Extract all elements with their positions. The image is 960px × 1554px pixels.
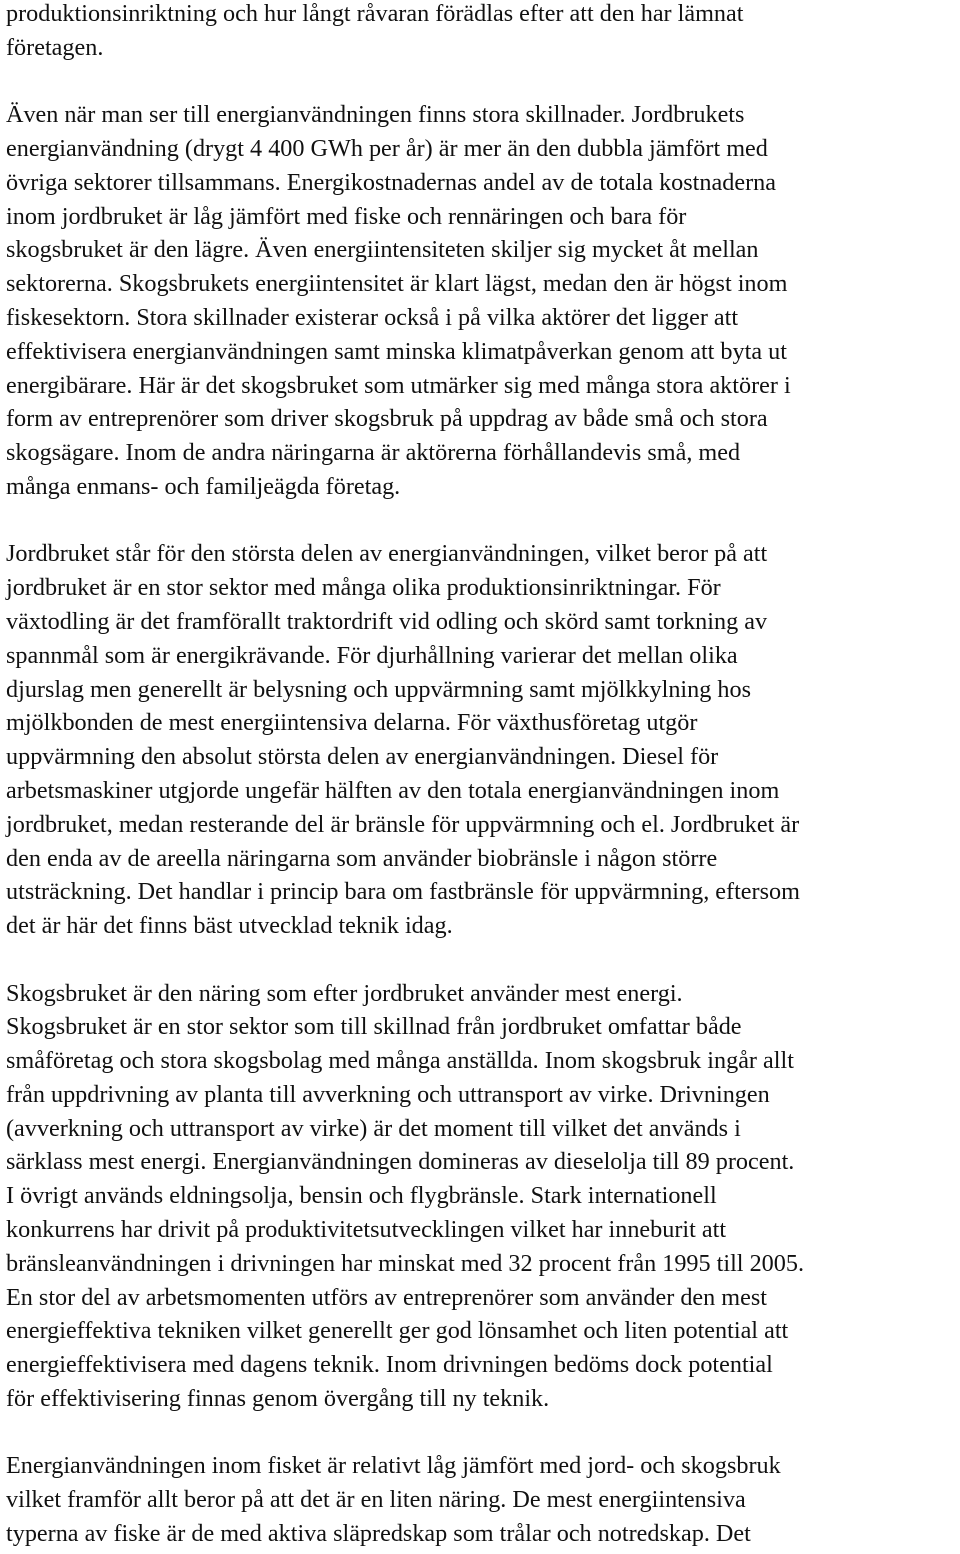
paragraph-energy-use-differences: Även när man ser till energianvändningen finns stora skillnader. Jordbrukets energianvändning (drygt 4 400 GWh per år) är mer än den dubbla jämfört med övriga sektorer tillsammans. Energikostnadernas andel av de totala kostnaderna inom jordbruket är låg jämfört med fiske och rennäringen och bara för skogsbruket är den lägre. Även energiintensiteten skiljer sig mycket åt mellan sektorerna. Skogsbrukets energiintensitet är klart lägst, medan den är högst inom fiskesektorn. Stora skillnader existerar också i på vilka aktörer det ligger att effektivisera energianvändningen samt minska klimatpåverkan genom att byta ut energibärare. Här är det skogsbruket som utmärker sig med många stora aktörer i form av entreprenörer som driver skogsbruk på uppdrag av både små och stora skogsägare. Inom de andra näringarna är aktörerna förhållandevis små, med många enmans- och familjeägda företag. bbox=[6, 101, 791, 500]
paragraph-forestry-energy: Skogsbruket är den näring som efter jordbruket använder mest energi. Skogsbruket är en stor sektor som till skillnad från jordbruket omfattar både småföretag och stora skogsbolag med många anställda. Inom skogsbruk ingår allt från uppdrivning av planta till avverkning och uttransport av virke. Drivningen (avverkning och uttransport av virke) är det moment till vilket det används i särklass mest energi. Energianvändningen domineras av dieselolja till 89 procent. I övrigt används eldningsolja, bensin och flygbränsle. Stark internationell konkurrens har drivit på produktivitetsutvecklingen vilket har inneburit att bränsleanvändningen i drivningen har minskat med 32 procent från 1995 till 2005. En stor del av arbetsmomenten utförs av entreprenörer som använder den mest energieffektiva tekniken vilket generellt ger god lönsamhet och liten potential att energieffektivisera med dagens teknik. Inom drivningen bedöms dock potential för effektivisering finnas genom övergång till ny teknik. bbox=[6, 979, 804, 1413]
paragraph-production-orientation: produktionsinriktning och hur långt råvaran förädlas efter att den har lämnat företagen. bbox=[6, 0, 744, 61]
paragraph-agriculture-energy: Jordbruket står för den största delen av energianvändningen, vilket beror på att jordbruket är en stor sektor med många olika produktionsinriktningar. För växtodling är det framförallt traktordrift vid odling och skörd samt torkning av spannmål som är energikrävande. För djurhållning varierar det mellan olika djurslag men generellt är belysning och uppvärmning samt mjölkkylning hos mjölkbonden de mest energiintensiva delarna. För växthusföretag utgör uppvärmning den absolut största delen av energianvändningen. Diesel för arbetsmaskiner utgjorde ungefär hälften av den totala energianvändningen inom jordbruket, medan resterande del är bränsle för uppvärmning och el. Jordbruket är den enda av de areella näringarna som använder biobränsle i någon större utsträckning. Det handlar i princip bara om fastbränsle för uppvärmning, eftersom det är här det finns bäst utvecklad teknik idag. bbox=[6, 540, 800, 940]
paragraph-fishing-energy: Energianvändningen inom fisket är relativt låg jämfört med jord- och skogsbruk vilket framför allt beror på att det är en liten näring. De mest energiintensiva typerna av fiske är de med aktiva släpredskap som trålar och notredskap. Det bbox=[6, 1452, 781, 1548]
